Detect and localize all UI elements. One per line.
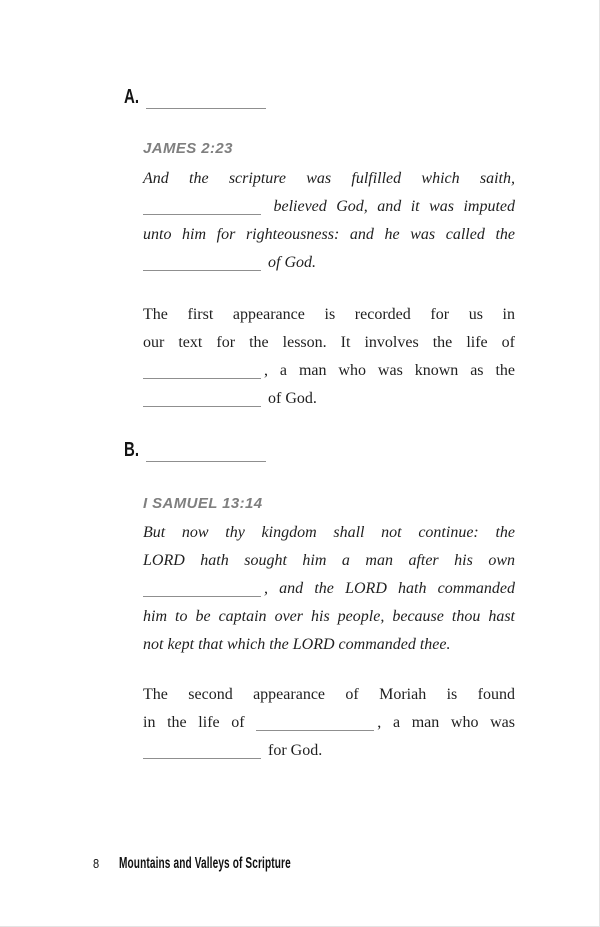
section-b xyxy=(124,439,516,765)
fill-in-blank-line xyxy=(143,594,261,597)
section-label: A. xyxy=(124,86,139,108)
book-title: Mountains and Valleys of Scripture xyxy=(119,855,292,872)
fill-in-blank-line xyxy=(143,404,261,407)
label-blank-line xyxy=(146,106,266,109)
fill-in-blank-line xyxy=(143,268,261,271)
scripture-reference: I SAMUEL 13:14 xyxy=(143,495,263,512)
text-line: our text for the lesson. It involves the life of xyxy=(143,334,515,351)
scripture-paragraph xyxy=(143,519,515,659)
text-line: of God. xyxy=(143,249,515,277)
section-label: B. xyxy=(124,439,139,461)
label-blank-line xyxy=(146,459,266,462)
sections-column xyxy=(124,86,516,765)
text-line: The first appearance is recorded for us in xyxy=(143,306,515,323)
text-line: not kept that which the LORD commanded thee. xyxy=(143,636,451,653)
text-line: of God. xyxy=(143,385,515,413)
page-number: 8 xyxy=(93,856,100,871)
text-line: The second appearance of Moriah is found xyxy=(143,686,515,703)
text-line: believed God, and it was imputed xyxy=(143,193,515,221)
explanation-paragraph xyxy=(143,301,515,413)
text-line: LORD hath sought him a man after his own xyxy=(143,552,515,569)
fill-in-blank-line xyxy=(143,756,261,759)
text-line: unto him for righteousness: and he was called the xyxy=(143,226,515,243)
text-line: But now thy kingdom shall not continue: the xyxy=(143,524,515,541)
fill-in-blank-line xyxy=(256,728,374,731)
scripture-paragraph xyxy=(143,165,515,277)
page-footer xyxy=(93,855,384,873)
section-label-row xyxy=(124,439,516,467)
text-line: him to be captain over his people, because thou hast xyxy=(143,608,515,625)
section-a xyxy=(124,86,516,413)
text-line: , and the LORD hath commanded xyxy=(143,575,515,603)
text-line: for God. xyxy=(143,737,515,765)
fill-in-blank-line xyxy=(143,376,261,379)
text-line: , a man who was known as the xyxy=(143,357,515,385)
text-line: And the scripture was fulfilled which saith, xyxy=(143,170,515,187)
fill-in-blank-line xyxy=(143,212,261,215)
explanation-paragraph xyxy=(143,681,515,765)
text-line: in the life of , a man who was xyxy=(143,714,515,731)
scripture-reference: JAMES 2:23 xyxy=(143,140,233,157)
section-label-row xyxy=(124,86,516,114)
